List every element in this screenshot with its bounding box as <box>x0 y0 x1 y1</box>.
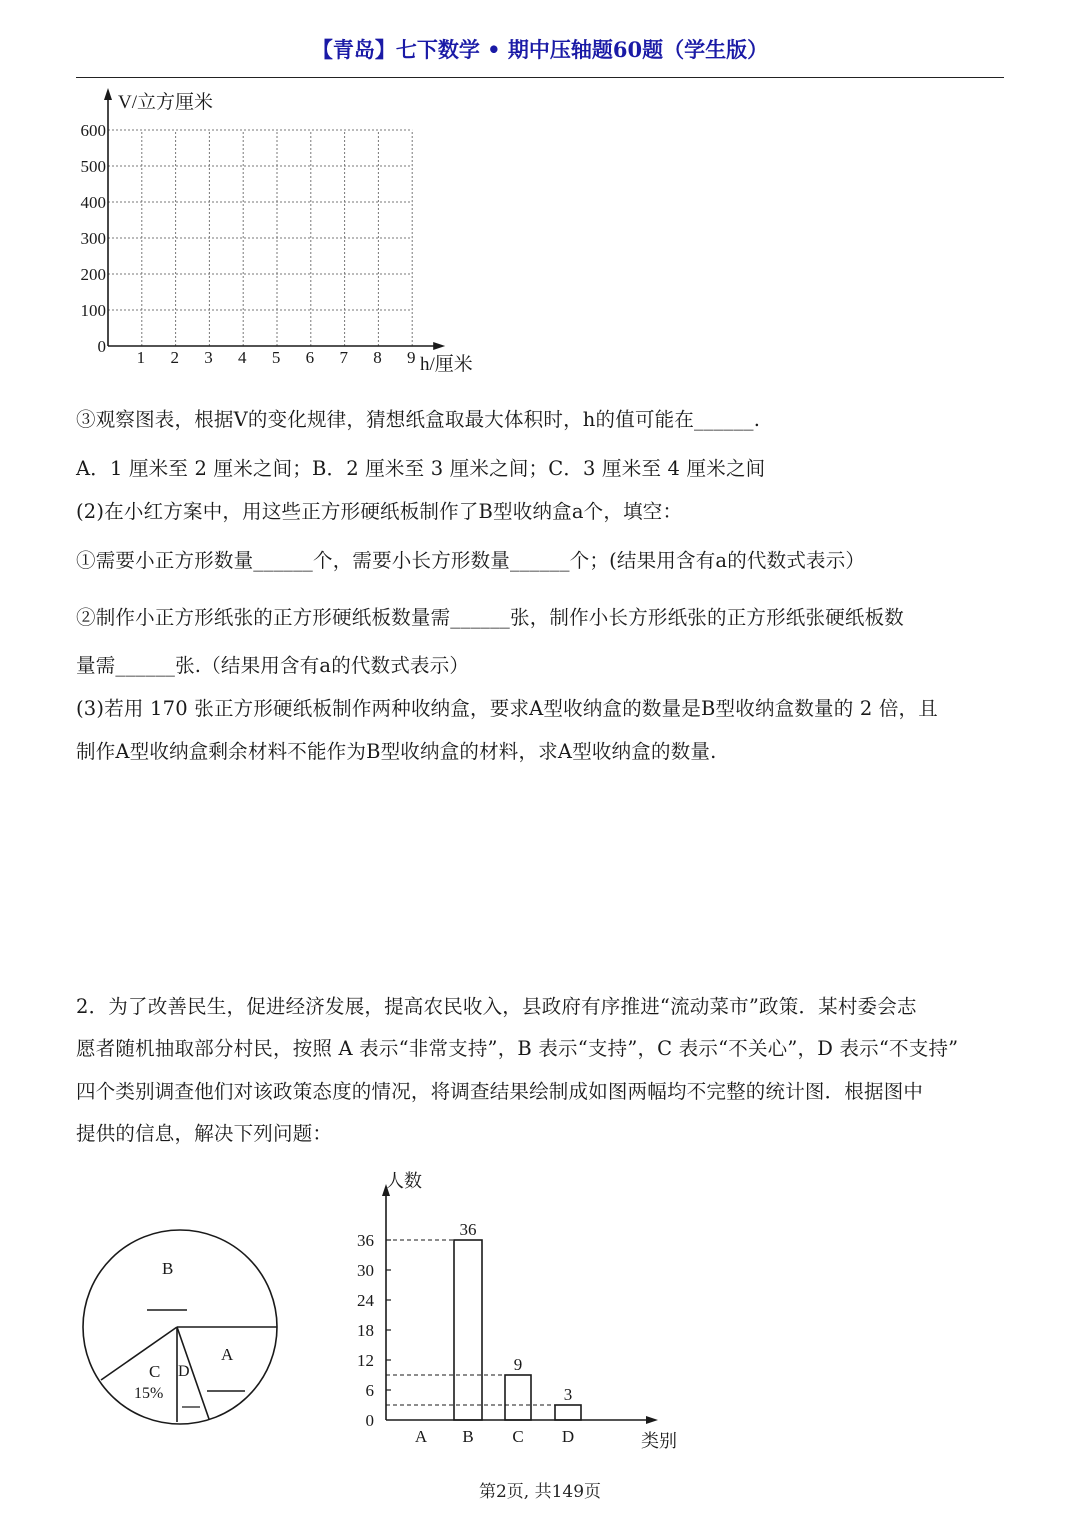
bar-D <box>555 1405 581 1420</box>
bar-x-arrow <box>646 1416 658 1424</box>
grid-x-tick-5: 5 <box>271 348 281 367</box>
bar-y-tick-18: 18 <box>357 1321 374 1340</box>
bar-x-tick-D: D <box>561 1427 575 1446</box>
grid-y-tick-300: 300 <box>80 229 106 248</box>
q1-part2-item2-cont: 量需______张.（结果用含有a的代数式表示） <box>76 654 470 677</box>
grid-y-tick-200: 200 <box>80 265 106 284</box>
bar-dashed-guides <box>386 1240 555 1405</box>
grid-x-tick-7: 7 <box>339 348 348 367</box>
q2-stem-line3: 四个类别调查他们对该政策态度的情况，将调查结果绘制成如图两幅均不完整的统计图．根据图中 <box>76 1080 924 1103</box>
page-footer: 第2页, 共149页 <box>478 1482 602 1502</box>
grid-x-tick-2: 2 <box>170 348 179 367</box>
grid-y-tick-0: 0 <box>97 337 106 356</box>
q2-stem-line4: 提供的信息，解决下列问题： <box>76 1122 333 1145</box>
q1-part2-item2: ②制作小正方形纸张的正方形硬纸板数量需______张，制作小长方形纸张的正方形纸张硬纸板数 <box>76 606 905 629</box>
bar-y-tick-0: 0 <box>365 1411 374 1430</box>
bar-data-labels <box>460 1220 573 1404</box>
q1-part1-item3: ③观察图表，根据V的变化规律，猜想纸盒取最大体积时，h的值可能在______. <box>76 408 761 431</box>
bar-marks <box>454 1240 581 1420</box>
grid-x-tick-9: 9 <box>407 348 416 367</box>
bar-x-tick-A: A <box>414 1427 428 1446</box>
bar-y-axis-label: 人数 <box>386 1171 422 1191</box>
q1-part3: (3)若用 170 张正方形硬纸板制作两种收纳盒，要求A型收纳盒的数量是B型收纳盒数量的 2 倍，且 <box>76 697 938 720</box>
bar-B <box>454 1240 482 1420</box>
bar-y-tick-12: 12 <box>357 1351 374 1370</box>
grid-y-tick-400: 400 <box>80 193 106 212</box>
pie-label-a: A <box>221 1345 234 1364</box>
bar-x-tick-C: C <box>512 1427 524 1446</box>
grid-x-tick-6: 6 <box>305 348 315 367</box>
bar-x-tick-B: B <box>462 1427 474 1446</box>
pie-label-c: C <box>149 1362 161 1381</box>
bar-y-tick-6: 6 <box>365 1381 374 1400</box>
bar-x-tick-labels <box>415 1427 574 1446</box>
grid-x-tick-1: 1 <box>136 348 146 367</box>
pie-label-b: B <box>162 1259 174 1278</box>
grid-y-tick-600: 600 <box>80 121 106 140</box>
bar-axes <box>382 1184 658 1424</box>
q1-part3-cont: 制作A型收纳盒剩余材料不能作为B型收纳盒的材料，求A型收纳盒的数量. <box>76 740 717 763</box>
q1-part2-intro: (2)在小红方案中，用这些正方形硬纸板制作了B型收纳盒a个，填空： <box>76 500 683 523</box>
bar-y-tick-36: 36 <box>357 1231 374 1250</box>
grid-y-tick-100: 100 <box>80 301 106 320</box>
bar-data-label-C: 9 <box>513 1355 523 1374</box>
q2-stem-line2: 愿者随机抽取部分村民，按照 A 表示“非常支持”，B 表示“支持”，C 表示“不关心”，D 表示“不支持” <box>76 1037 959 1060</box>
bar-y-tick-30: 30 <box>357 1261 374 1280</box>
pie-label-d: D <box>178 1363 190 1380</box>
grid-x-tick-3: 3 <box>204 348 213 367</box>
bar-x-axis-label: 类别 <box>641 1431 677 1451</box>
grid-x-tick-4: 4 <box>238 348 247 367</box>
grid-y-axis-label: V/立方厘米 <box>118 92 214 113</box>
pie-percent-c: 15% <box>134 1385 164 1402</box>
q2-stem-line1: 2．为了改善民生，促进经济发展，提高农民收入，县政府有序推进“流动菜市”政策．某村委会志 <box>76 995 917 1018</box>
q1-options: A．1 厘米至 2 厘米之间；B．2 厘米至 3 厘米之间；C．3 厘米至 4 厘米之间 <box>76 457 766 480</box>
bar-C <box>505 1375 531 1420</box>
bar-y-tick-24: 24 <box>357 1291 374 1310</box>
grid-x-tick-8: 8 <box>373 348 382 367</box>
page-header-title: 【青岛】七下数学 • 期中压轴题60题（学生版） <box>311 37 769 62</box>
bar-data-label-B: 36 <box>459 1220 477 1239</box>
grid-x-axis-label: h/厘米 <box>420 354 473 375</box>
q1-part2-item1: ①需要小正方形数量______个，需要小长方形数量______个；(结果用含有a的代数式表示） <box>76 549 866 572</box>
grid-y-tick-500: 500 <box>80 157 106 176</box>
bar-data-label-D: 3 <box>563 1385 573 1404</box>
